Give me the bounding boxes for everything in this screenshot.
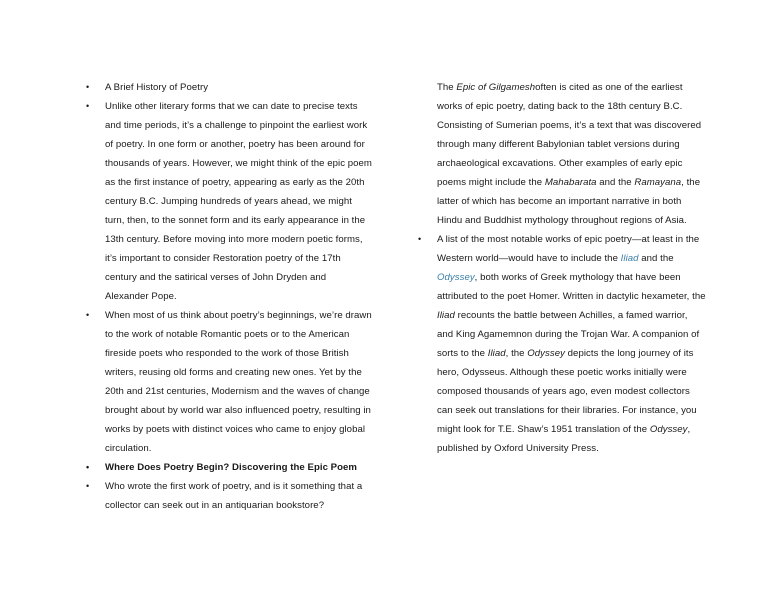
title-odyssey: Odyssey (527, 348, 565, 359)
section-title: A Brief History of Poetry (105, 82, 209, 93)
text-run: , the (505, 348, 528, 359)
right-column (418, 78, 706, 458)
text-run: , the latter of which has become an important narrative in both Hindu and Buddhist mythology throughout regions of Asia. (437, 177, 701, 226)
odyssey-link[interactable]: Odyssey (437, 272, 475, 283)
text-run: The (437, 82, 457, 93)
paragraph-text: Who wrote the first work of poetry, and is it something that a collector can seek out in an antiquarian bookstore? (105, 481, 363, 511)
text-run: recounts the battle between Achilles, a famed warrior, and King Agamemnon during the Trojan War. A companion of sorts to the (437, 310, 700, 359)
bullet: • (86, 481, 90, 491)
list-item (86, 78, 372, 97)
section-heading: Where Does Poetry Begin? Discovering the Epic Poem (105, 462, 357, 473)
list-item (86, 477, 372, 515)
title-mahabarata: Mahabarata (544, 177, 597, 188)
text-run: , both works of Greek mythology that have been attributed to the poet Homer. Written in dactylic hexameter, the (437, 272, 706, 302)
text-run: often is cited as one of the earliest works of epic poetry, dating back to the 18th century B.C. Consisting of Sumerian poems, it’s a text that was discovered through many different Babylonian tablet versions during archaeological excavations. Other examples of early epic poems might include the (437, 82, 702, 188)
title-iliad: Iliad (437, 310, 455, 321)
paragraph-text: When most of us think about poetry’s beginnings, we’re drawn to the work of notable Romantic poets or to the American fireside poets who responded to the work of those British writers, reusing old forms and creating new ones. Yet by the 20th and 21st centuries, Modernism and the waves of change brought about by world war also influenced poetry, resulting in works by poets with distinct voices who came to enjoy global circulation. (105, 310, 372, 454)
bullet: • (86, 82, 90, 92)
title-odyssey: Odyssey (649, 424, 688, 435)
left-column (86, 78, 372, 515)
bullet: • (86, 462, 90, 472)
list-item (86, 97, 372, 306)
paragraph-text: Unlike other literary forms that we can date to precise texts and time periods, it’s a challenge to pinpoint the earliest work of poetry. In one form or another, poetry has been around for thousands of years. However, we might think of the epic poem as the first instance of poetry, appearing as early as the 20th century B.C. Jumping hundreds of years ahead, we might turn, then, to the sonnet form and its early appearance in the 13th century. Before moving into more modern poetic forms, it’s important to consider Restoration poetry of the 17th century and the satirical verses of John Dryden and Alexander Pope. (105, 101, 372, 302)
iliad-link[interactable]: Iliad (620, 253, 639, 264)
title-ramayana: Ramayana (634, 177, 682, 188)
title-epic-of-gilgamesh: Epic of Gilgamesh (456, 82, 536, 93)
text-run: , published by Oxford University Press. (437, 424, 691, 454)
bullet: • (418, 234, 422, 244)
text-run: A list of the most notable works of epic poetry—at least in the Western world—would have to include the (437, 234, 700, 264)
bullet: • (86, 101, 90, 111)
list-item (418, 230, 706, 458)
text-run: depicts the long journey of its hero, Odysseus. Although these poetic works initially were composed thousands of years ago, even modest collectors can seek out translations for their libraries. For instance, you might look for T.E. Shaw’s 1951 translation of the (437, 348, 697, 435)
text-run: and the (638, 253, 674, 264)
list-item (86, 458, 372, 477)
paragraph-continuation (418, 78, 706, 230)
title-iliad: Iliad (487, 348, 506, 359)
list-item (86, 306, 372, 458)
text-run: and the (596, 177, 635, 188)
bullet: • (86, 310, 90, 320)
